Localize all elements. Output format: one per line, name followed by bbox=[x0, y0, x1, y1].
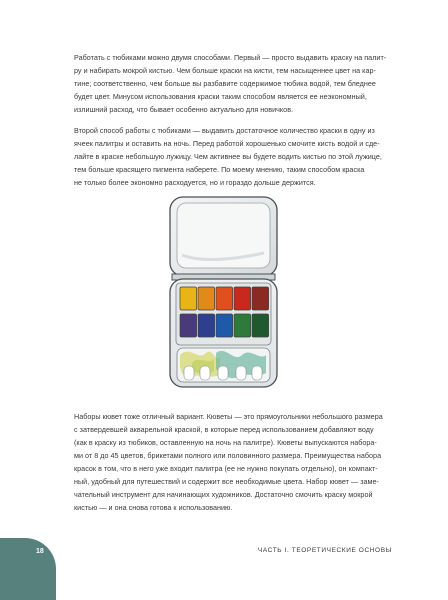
paint-pan bbox=[234, 314, 251, 337]
paint-pan bbox=[198, 314, 215, 337]
text-line: Работать с тюбиками можно двумя способами. Первый — просто выдавить краску на палит- bbox=[74, 53, 387, 62]
paint-pan bbox=[252, 314, 269, 337]
paragraph-pan-sets bbox=[74, 410, 394, 514]
text-line: ячеек палитры и оставить на ночь. Перед работой хорошенько смочите кисть водой и сде- bbox=[74, 139, 380, 148]
paint-pan bbox=[234, 287, 251, 310]
text-line: ный, удобный для путешествий и содержит все необходимые цвета. Набор кювет — заме- bbox=[74, 477, 379, 486]
page-number: 18 bbox=[36, 548, 44, 555]
paint-pan bbox=[180, 287, 197, 310]
text-line: Второй способ работы с тюбиками — выдавить достаточное количество краски в одну из bbox=[74, 126, 375, 135]
text-line: будет цвет. Минусом использования краски таким способом является ее неэкономный, bbox=[74, 92, 367, 101]
text-line: кистью — и она снова готова к использованию. bbox=[74, 503, 233, 512]
page-number-badge bbox=[0, 538, 56, 600]
text-line: излишний расход, что бывает особенно актуально для новичков. bbox=[74, 105, 294, 114]
paint-pan bbox=[216, 314, 233, 337]
text-line: лайте в краске небольшую лужицу. Чем активнее вы будете водить кистью по этой лужице, bbox=[74, 152, 382, 161]
text-line: Наборы кювет тоже отличный вариант. Кюветы — это прямоугольники небольшого размера bbox=[74, 412, 383, 421]
text-line: не только более экономно расходуется, но и гораздо дольше держится. bbox=[74, 178, 316, 187]
paint-pan bbox=[180, 314, 197, 337]
paint-pan bbox=[252, 287, 269, 310]
text-line: красок в том, что в него уже входит палитра (ее не нужно покупать отдельно), он компакт- bbox=[74, 464, 378, 473]
text-line: ру и набирать мокрой кистью. Чем больше краски на кисти, тем насыщеннее цвет на кар- bbox=[74, 66, 376, 75]
paint-pan bbox=[198, 287, 215, 310]
text-line: ми от 8 до 45 цветов, брикетами полного или половинного размера. Преимущества набора bbox=[74, 451, 382, 460]
text-line: с затвердевшей акварельной краской, в которые перед использованием добавляют воду bbox=[74, 425, 374, 434]
text-line: тем больше красящего пигмента наберете. По моему мнению, таким способом краска bbox=[74, 165, 365, 174]
paragraph-tubes-method-two bbox=[74, 124, 394, 189]
watercolor-palette-tin-illustration bbox=[168, 195, 280, 390]
paint-pan bbox=[216, 287, 233, 310]
text-line: чательный инструмент для начинающих художников. Достаточно смочить краску мокрой bbox=[74, 490, 373, 499]
running-footer: ЧАСТЬ I. ТЕОРЕТИЧЕСКИЕ ОСНОВЫ bbox=[257, 547, 392, 554]
paragraph-tubes-method-one bbox=[74, 51, 394, 116]
text-line: тине; соответственно, чем больше вы разбавите содержимое тюбика водой, тем бледнее bbox=[74, 79, 376, 88]
text-line: (как в краску из тюбиков, оставленную на ночь на палитре). Кюветы выпускаются наборa- bbox=[74, 438, 377, 447]
